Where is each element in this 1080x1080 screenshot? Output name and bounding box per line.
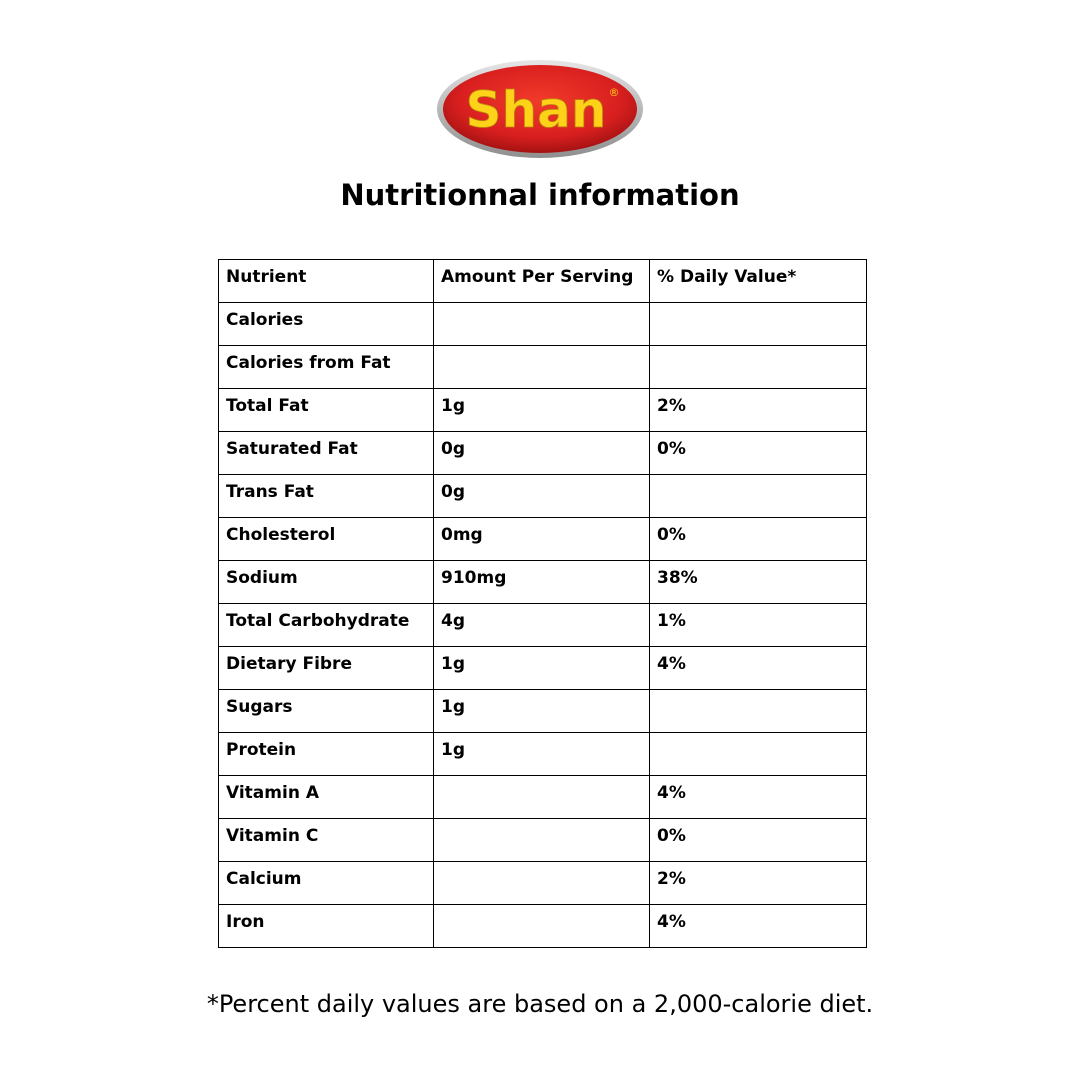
- table-header-row: [219, 260, 867, 303]
- nutrient-cell: Vitamin C: [219, 819, 434, 862]
- amount-cell: 1g: [434, 647, 650, 690]
- header-daily-value: % Daily Value*: [650, 260, 867, 303]
- registered-mark: ®: [608, 86, 620, 99]
- daily-value-cell: 0%: [650, 518, 867, 561]
- amount-cell: 1g: [434, 389, 650, 432]
- table-row: [219, 346, 867, 389]
- daily-value-cell: 2%: [650, 862, 867, 905]
- daily-value-cell: 0%: [650, 819, 867, 862]
- nutrient-cell: Iron: [219, 905, 434, 948]
- daily-value-cell: 38%: [650, 561, 867, 604]
- daily-value-cell: [650, 346, 867, 389]
- table-row: [219, 690, 867, 733]
- daily-value-cell: [650, 690, 867, 733]
- table-row: [219, 561, 867, 604]
- amount-cell: [434, 819, 650, 862]
- amount-cell: 4g: [434, 604, 650, 647]
- nutrient-cell: Calcium: [219, 862, 434, 905]
- daily-value-cell: 2%: [650, 389, 867, 432]
- nutrient-cell: Sugars: [219, 690, 434, 733]
- amount-cell: 0g: [434, 432, 650, 475]
- nutrition-table: [218, 259, 867, 948]
- table-row: [219, 776, 867, 819]
- shan-logo: [437, 60, 643, 158]
- nutrient-cell: Protein: [219, 733, 434, 776]
- daily-value-cell: 4%: [650, 905, 867, 948]
- nutrient-cell: Trans Fat: [219, 475, 434, 518]
- table-row: [219, 303, 867, 346]
- nutrient-cell: Calories from Fat: [219, 346, 434, 389]
- daily-value-cell: [650, 303, 867, 346]
- nutrient-cell: Total Fat: [219, 389, 434, 432]
- amount-cell: [434, 303, 650, 346]
- table-row: [219, 905, 867, 948]
- table-row: [219, 862, 867, 905]
- table-row: [219, 733, 867, 776]
- amount-cell: [434, 776, 650, 819]
- amount-cell: [434, 862, 650, 905]
- table-row: [219, 604, 867, 647]
- table-row: [219, 819, 867, 862]
- amount-cell: 0mg: [434, 518, 650, 561]
- amount-cell: [434, 905, 650, 948]
- table-row: [219, 518, 867, 561]
- footnote: *Percent daily values are based on a 2,000-calorie diet.: [206, 990, 874, 1018]
- amount-cell: 1g: [434, 690, 650, 733]
- amount-cell: 1g: [434, 733, 650, 776]
- shan-logo-graphic: [437, 60, 643, 158]
- amount-cell: 910mg: [434, 561, 650, 604]
- nutrient-cell: Dietary Fibre: [219, 647, 434, 690]
- nutrient-cell: Total Carbohydrate: [219, 604, 434, 647]
- daily-value-cell: [650, 733, 867, 776]
- nutrient-cell: Sodium: [219, 561, 434, 604]
- daily-value-cell: 0%: [650, 432, 867, 475]
- daily-value-cell: 4%: [650, 647, 867, 690]
- header-nutrient: Nutrient: [219, 260, 434, 303]
- header-amount-per-serving: Amount Per Serving: [434, 260, 650, 303]
- daily-value-cell: 1%: [650, 604, 867, 647]
- amount-cell: 0g: [434, 475, 650, 518]
- nutrient-cell: Calories: [219, 303, 434, 346]
- page-title: Nutritionnal information: [340, 178, 740, 212]
- table-row: [219, 432, 867, 475]
- amount-cell: [434, 346, 650, 389]
- logo-wordmark: Shan: [465, 81, 607, 139]
- daily-value-cell: [650, 475, 867, 518]
- table-row: [219, 389, 867, 432]
- daily-value-cell: 4%: [650, 776, 867, 819]
- nutrient-cell: Vitamin A: [219, 776, 434, 819]
- nutrient-cell: Saturated Fat: [219, 432, 434, 475]
- nutrient-cell: Cholesterol: [219, 518, 434, 561]
- table-row: [219, 647, 867, 690]
- table-row: [219, 475, 867, 518]
